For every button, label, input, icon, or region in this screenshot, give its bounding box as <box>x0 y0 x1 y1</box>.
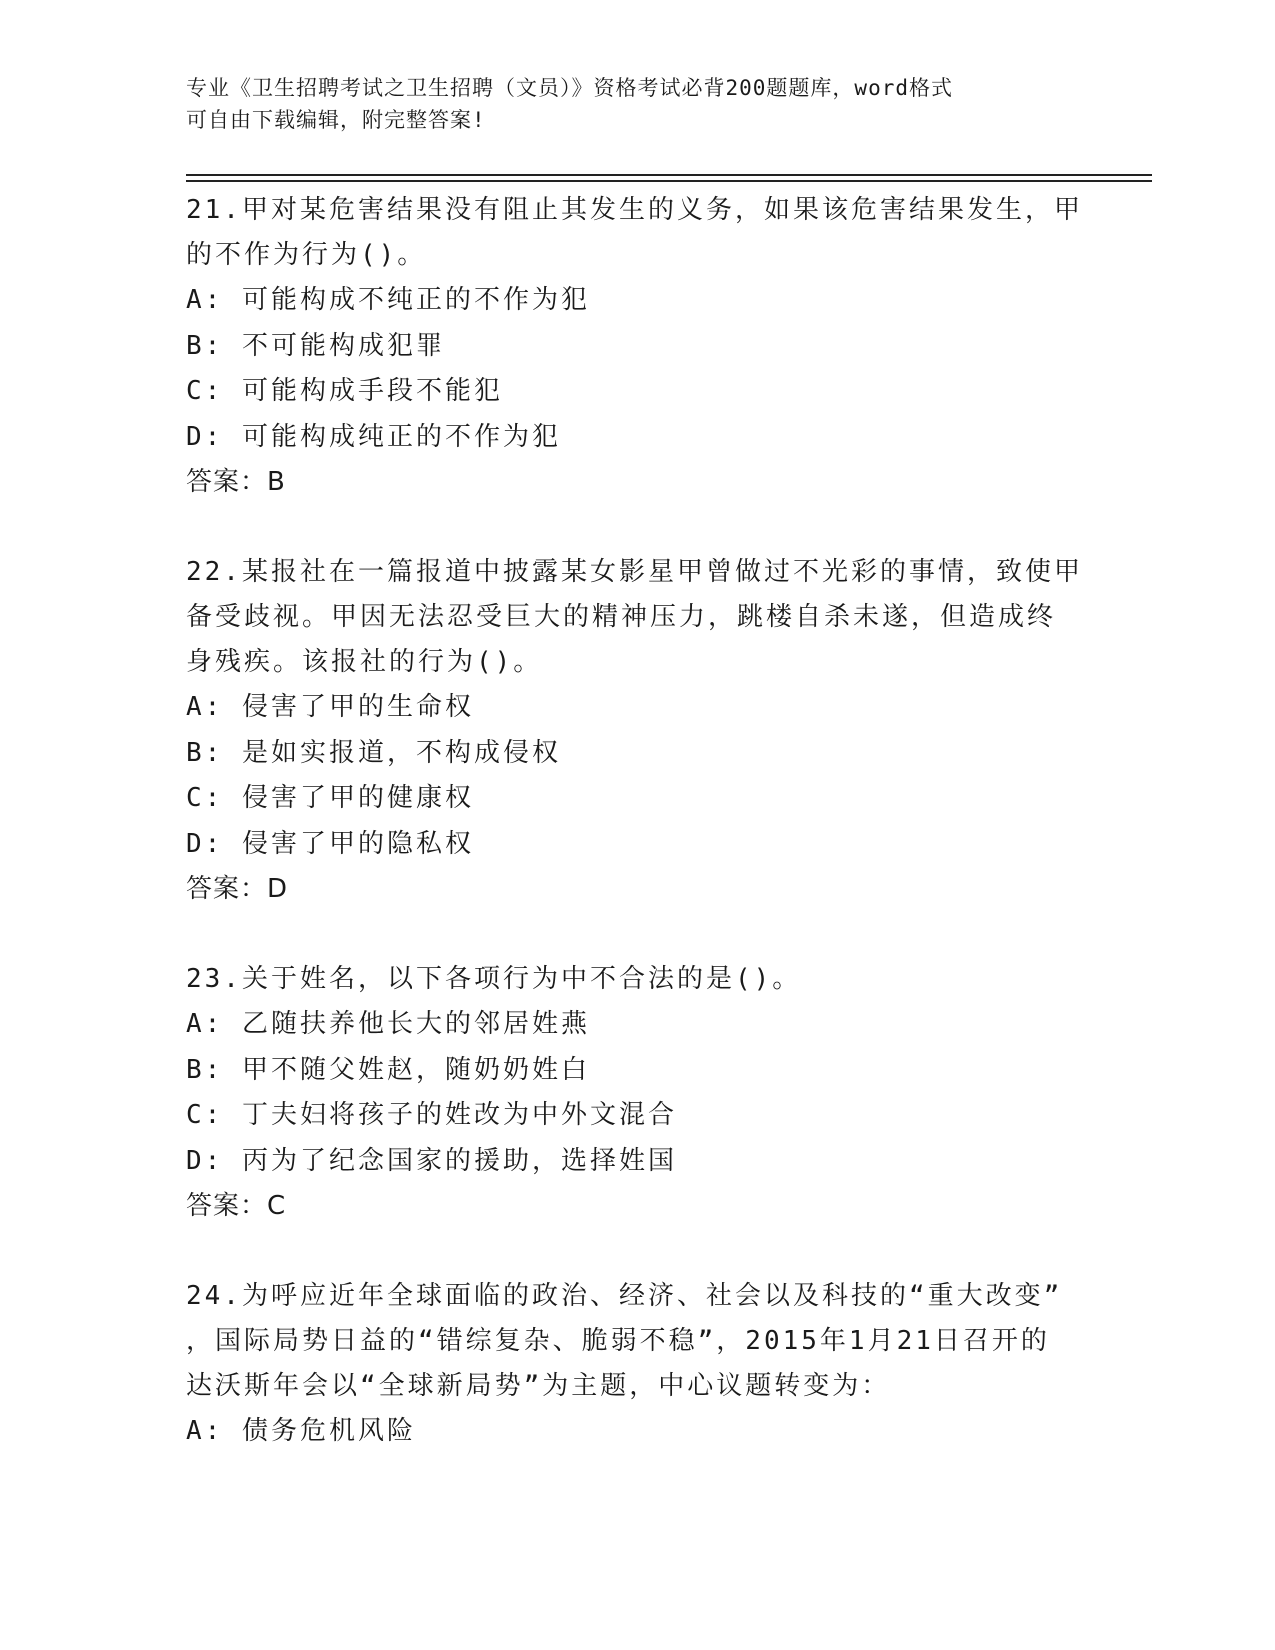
question-stem-line: 21.甲对某危害结果没有阻止其发生的义务，如果该危害结果发生，甲 <box>186 195 1083 225</box>
option-b: B: 甲不随父姓赵，随奶奶姓白 <box>186 1054 590 1085</box>
header-divider-top <box>186 174 1152 176</box>
header-divider-bottom <box>186 180 1152 182</box>
question-list <box>186 188 1106 1500</box>
question-stem-line: ，国际局势日益的“错综复杂、脆弱不稳”，2015年1月21日召开的 <box>186 1326 1050 1356</box>
option-c: C: 丁夫妇将孩子的姓改为中外文混合 <box>186 1100 677 1130</box>
question-stem-line: 达沃斯年会以“全球新局势”为主题，中心议题转变为： <box>186 1371 891 1401</box>
answer-label: 答案：C <box>186 1191 287 1221</box>
question-23 <box>186 957 1106 1229</box>
question-21 <box>186 188 1106 505</box>
document-header <box>186 72 1086 136</box>
header-line-1: 专业《卫生招聘考试之卫生招聘（文员）》资格考试必背200题题库，word格式 <box>186 76 953 100</box>
answer-label: 答案：B <box>186 467 286 497</box>
question-stem-line: 备受歧视。甲因无法忍受巨大的精神压力，跳楼自杀未遂，但造成终 <box>186 602 1057 632</box>
option-a: A: 可能构成不纯正的不作为犯 <box>186 285 590 315</box>
option-c: C: 侵害了甲的健康权 <box>186 783 474 813</box>
question-stem-line: 23.关于姓名，以下各项行为中不合法的是()。 <box>186 964 802 994</box>
option-d: D: 可能构成纯正的不作为犯 <box>186 421 561 452</box>
header-line-2: 可自由下载编辑，附完整答案! <box>186 108 486 132</box>
question-24 <box>186 1274 1106 1455</box>
option-d: D: 丙为了纪念国家的援助，选择姓国 <box>186 1145 677 1176</box>
option-a: A: 债务危机风险 <box>186 1416 416 1446</box>
question-22 <box>186 550 1106 912</box>
option-a: A: 乙随扶养他长大的邻居姓燕 <box>186 1009 590 1039</box>
answer-label: 答案：D <box>186 874 289 904</box>
option-d: D: 侵害了甲的隐私权 <box>186 828 474 859</box>
option-a: A: 侵害了甲的生命权 <box>186 692 474 722</box>
question-stem-line: 的不作为行为()。 <box>186 240 427 270</box>
option-b: B: 是如实报道，不构成侵权 <box>186 737 561 768</box>
question-stem-line: 22.某报社在一篇报道中披露某女影星甲曾做过不光彩的事情，致使甲 <box>186 557 1083 587</box>
option-b: B: 不可能构成犯罪 <box>186 330 445 361</box>
option-c: C: 可能构成手段不能犯 <box>186 376 503 406</box>
question-stem-line: 24.为呼应近年全球面临的政治、经济、社会以及科技的“重大改变” <box>186 1281 1063 1311</box>
question-stem-line: 身残疾。该报社的行为()。 <box>186 647 543 677</box>
